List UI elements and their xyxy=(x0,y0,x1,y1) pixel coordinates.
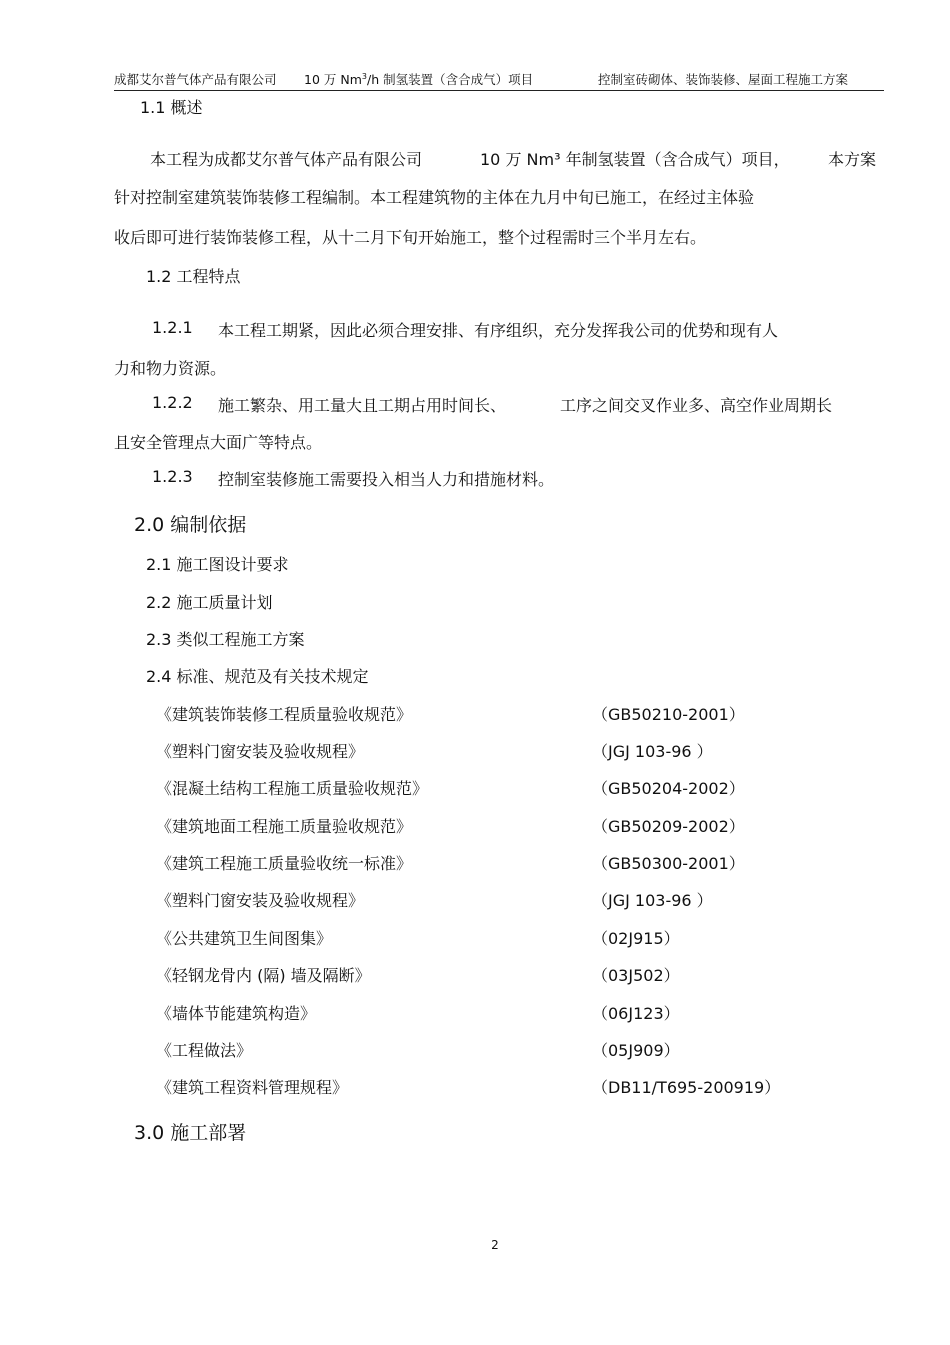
standard-code: （GB50209-2002） xyxy=(592,817,745,836)
overview-line1b: 10 万 Nm³ 年制氢装置（含合成气）项目， xyxy=(480,150,790,169)
standard-name: 《塑料门窗安装及验收规程》 xyxy=(156,891,365,910)
section-1-2-heading: 1.2 工程特点 xyxy=(146,267,241,286)
feature-3-number: 1.2.3 xyxy=(152,467,193,486)
header-project-pre: 10 万 Nm xyxy=(304,72,362,87)
overview-line2: 针对控制室建筑装饰装修工程编制。本工程建筑物的主体在九月中旬已施工，在经过主体验 xyxy=(114,188,755,207)
standard-code: （JGJ 103-96 ） xyxy=(592,891,713,910)
section-1-1-heading: 1.1 概述 xyxy=(140,98,203,117)
overview-line3: 收后即可进行装饰装修工程，从十二月下旬开始施工，整个过程需时三个半月左右。 xyxy=(114,228,707,247)
standard-code: （06J123） xyxy=(592,1004,680,1023)
standard-code: （03J502） xyxy=(592,966,680,985)
standard-code: （DB11/T695-200919） xyxy=(592,1078,781,1097)
standard-name: 《轻钢龙骨内 (隔) 墙及隔断》 xyxy=(156,966,371,985)
section-2-0-heading: 2.0 编制依据 xyxy=(134,514,247,536)
header-company: 成都艾尔普气体产品有限公司 xyxy=(114,72,277,87)
header-project-sup: 3 xyxy=(361,71,367,81)
standard-name: 《墙体节能建筑构造》 xyxy=(156,1004,317,1023)
standard-name: 《建筑工程施工质量验收统一标准》 xyxy=(156,854,413,873)
standard-name: 《建筑装饰装修工程质量验收规范》 xyxy=(156,705,413,724)
feature-2-line2: 且安全管理点大面广等特点。 xyxy=(114,433,323,452)
standard-code: （02J915） xyxy=(592,929,680,948)
header-project xyxy=(304,70,533,88)
feature-2-line1b: 工序之间交叉作业多、高空作业周期长 xyxy=(560,396,833,415)
feature-3-line1: 控制室装修施工需要投入相当人力和措施材料。 xyxy=(218,470,555,489)
standard-code: （JGJ 103-96 ） xyxy=(592,742,713,761)
page-header xyxy=(114,66,884,91)
page-number: 2 xyxy=(491,1238,499,1252)
feature-2-number: 1.2.2 xyxy=(152,393,193,412)
header-doc-title: 控制室砖砌体、装饰装修、屋面工程施工方案 xyxy=(598,72,849,87)
header-project-post: /h 制氢装置（含合成气）项目 xyxy=(366,72,534,87)
overview-line1c: 本方案 xyxy=(828,150,877,169)
standard-name: 《建筑地面工程施工质量验收规范》 xyxy=(156,817,413,836)
standard-code: （GB50300-2001） xyxy=(592,854,745,873)
basis-item-2-3: 2.3 类似工程施工方案 xyxy=(146,630,305,649)
section-3-0-heading: 3.0 施工部署 xyxy=(134,1122,247,1144)
standard-name: 《公共建筑卫生间图集》 xyxy=(156,929,333,948)
standard-code: （GB50210-2001） xyxy=(592,705,745,724)
feature-1-number: 1.2.1 xyxy=(152,318,193,337)
standard-name: 《建筑工程资料管理规程》 xyxy=(156,1078,349,1097)
basis-item-2-4: 2.4 标准、规范及有关技术规定 xyxy=(146,667,369,686)
standard-code: （05J909） xyxy=(592,1041,680,1060)
basis-item-2-2: 2.2 施工质量计划 xyxy=(146,593,273,612)
standard-name: 《工程做法》 xyxy=(156,1041,253,1060)
basis-item-2-1: 2.1 施工图设计要求 xyxy=(146,555,289,574)
standard-code: （GB50204-2002） xyxy=(592,779,745,798)
feature-1-line2: 力和物力资源。 xyxy=(114,359,227,378)
standard-name: 《混凝土结构工程施工质量验收规范》 xyxy=(156,779,429,798)
feature-1-line1: 本工程工期紧，因此必须合理安排、有序组织，充分发挥我公司的优势和现有人 xyxy=(218,321,779,340)
feature-2-line1a: 施工繁杂、用工量大且工期占用时间长、 xyxy=(218,396,507,415)
standard-name: 《塑料门窗安装及验收规程》 xyxy=(156,742,365,761)
overview-line1a: 本工程为成都艾尔普气体产品有限公司 xyxy=(150,150,423,169)
